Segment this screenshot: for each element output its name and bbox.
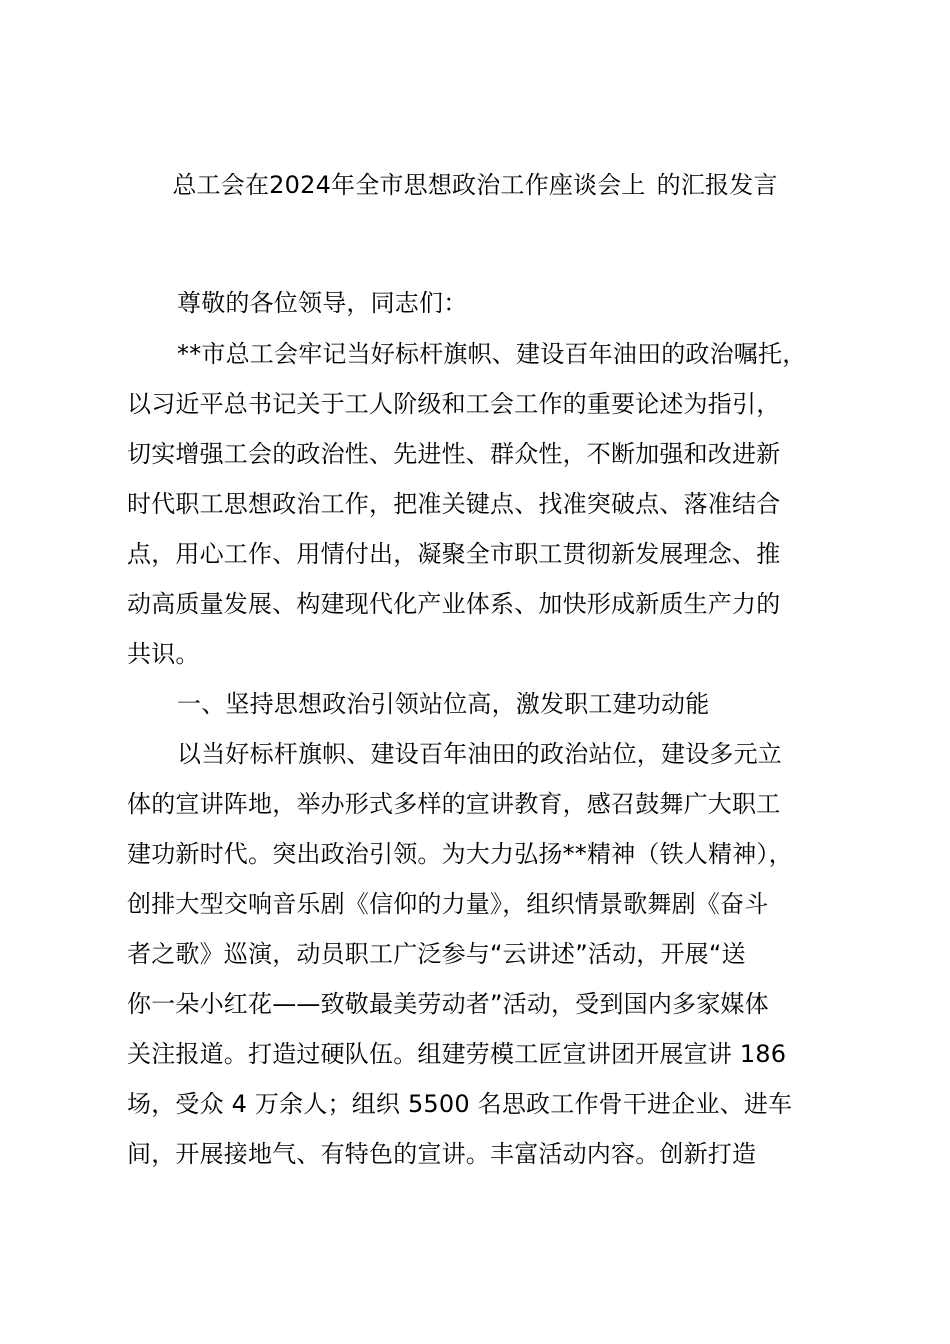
paragraph1-line-3: 切实增强工会的政治性、先进性、群众性，不断加强和改进新 (127, 440, 781, 468)
paragraph1-line-5: 点，用心工作、用情付出，凝聚全市职工贯彻新发展理念、推 (127, 540, 781, 568)
paragraph1-line-4: 时代职工思想政治工作，把准关键点、找准突破点、落准结合 (127, 490, 781, 518)
paragraph2-line-8: 场，受众 4 万余人；组织 5500 名思政工作骨干进企业、进车 (127, 1090, 793, 1118)
paragraph2-line-5: 者之歌》巡演，动员职工广泛参与“云讲述”活动，开展“送 (127, 940, 746, 968)
paragraph1-line-1: **市总工会牢记当好标杆旗帜、建设百年油田的政治嘱托， (177, 340, 807, 368)
paragraph1-line-6: 动高质量发展、构建现代化产业体系、加快形成新质生产力的 (127, 590, 781, 618)
paragraph2-line-9: 间，开展接地气、有特色的宣讲。丰富活动内容。创新打造 (127, 1140, 757, 1168)
title-line-2: 的汇报发言 (656, 171, 778, 199)
title-line-1: 总工会在2024年全市思想政治工作座谈会上 (172, 171, 646, 199)
paragraph2-line-1: 以当好标杆旗帜、建设百年油田的政治站位，建设多元立 (177, 740, 782, 768)
paragraph2-line-3: 建功新时代。突出政治引领。为大力弘扬**精神（铁人精神）， (127, 840, 793, 868)
paragraph2-line-6: 你一朵小红花——致敬最美劳动者”活动，受到国内多家媒体 (127, 990, 769, 1018)
paragraph1-line-2: 以习近平总书记关于工人阶级和工会工作的重要论述为指引， (127, 390, 781, 418)
paragraph2-line-2: 体的宣讲阵地，举办形式多样的宣讲教育，感召鼓舞广大职工 (127, 790, 781, 818)
document-title (110, 157, 840, 206)
paragraph2-line-7: 关注报道。打造过硬队伍。组建劳模工匠宣讲团开展宣讲 186 (127, 1040, 787, 1068)
section-heading-1: 一、坚持思想政治引领站位高，激发职工建功动能 (177, 690, 710, 718)
paragraph2-line-4: 创排大型交响音乐剧《信仰的力量》，组织情景歌舞剧《奋斗 (127, 890, 769, 918)
paragraph1-line-7: 共识。 (127, 640, 200, 668)
salutation: 尊敬的各位领导，同志们： (177, 289, 468, 317)
